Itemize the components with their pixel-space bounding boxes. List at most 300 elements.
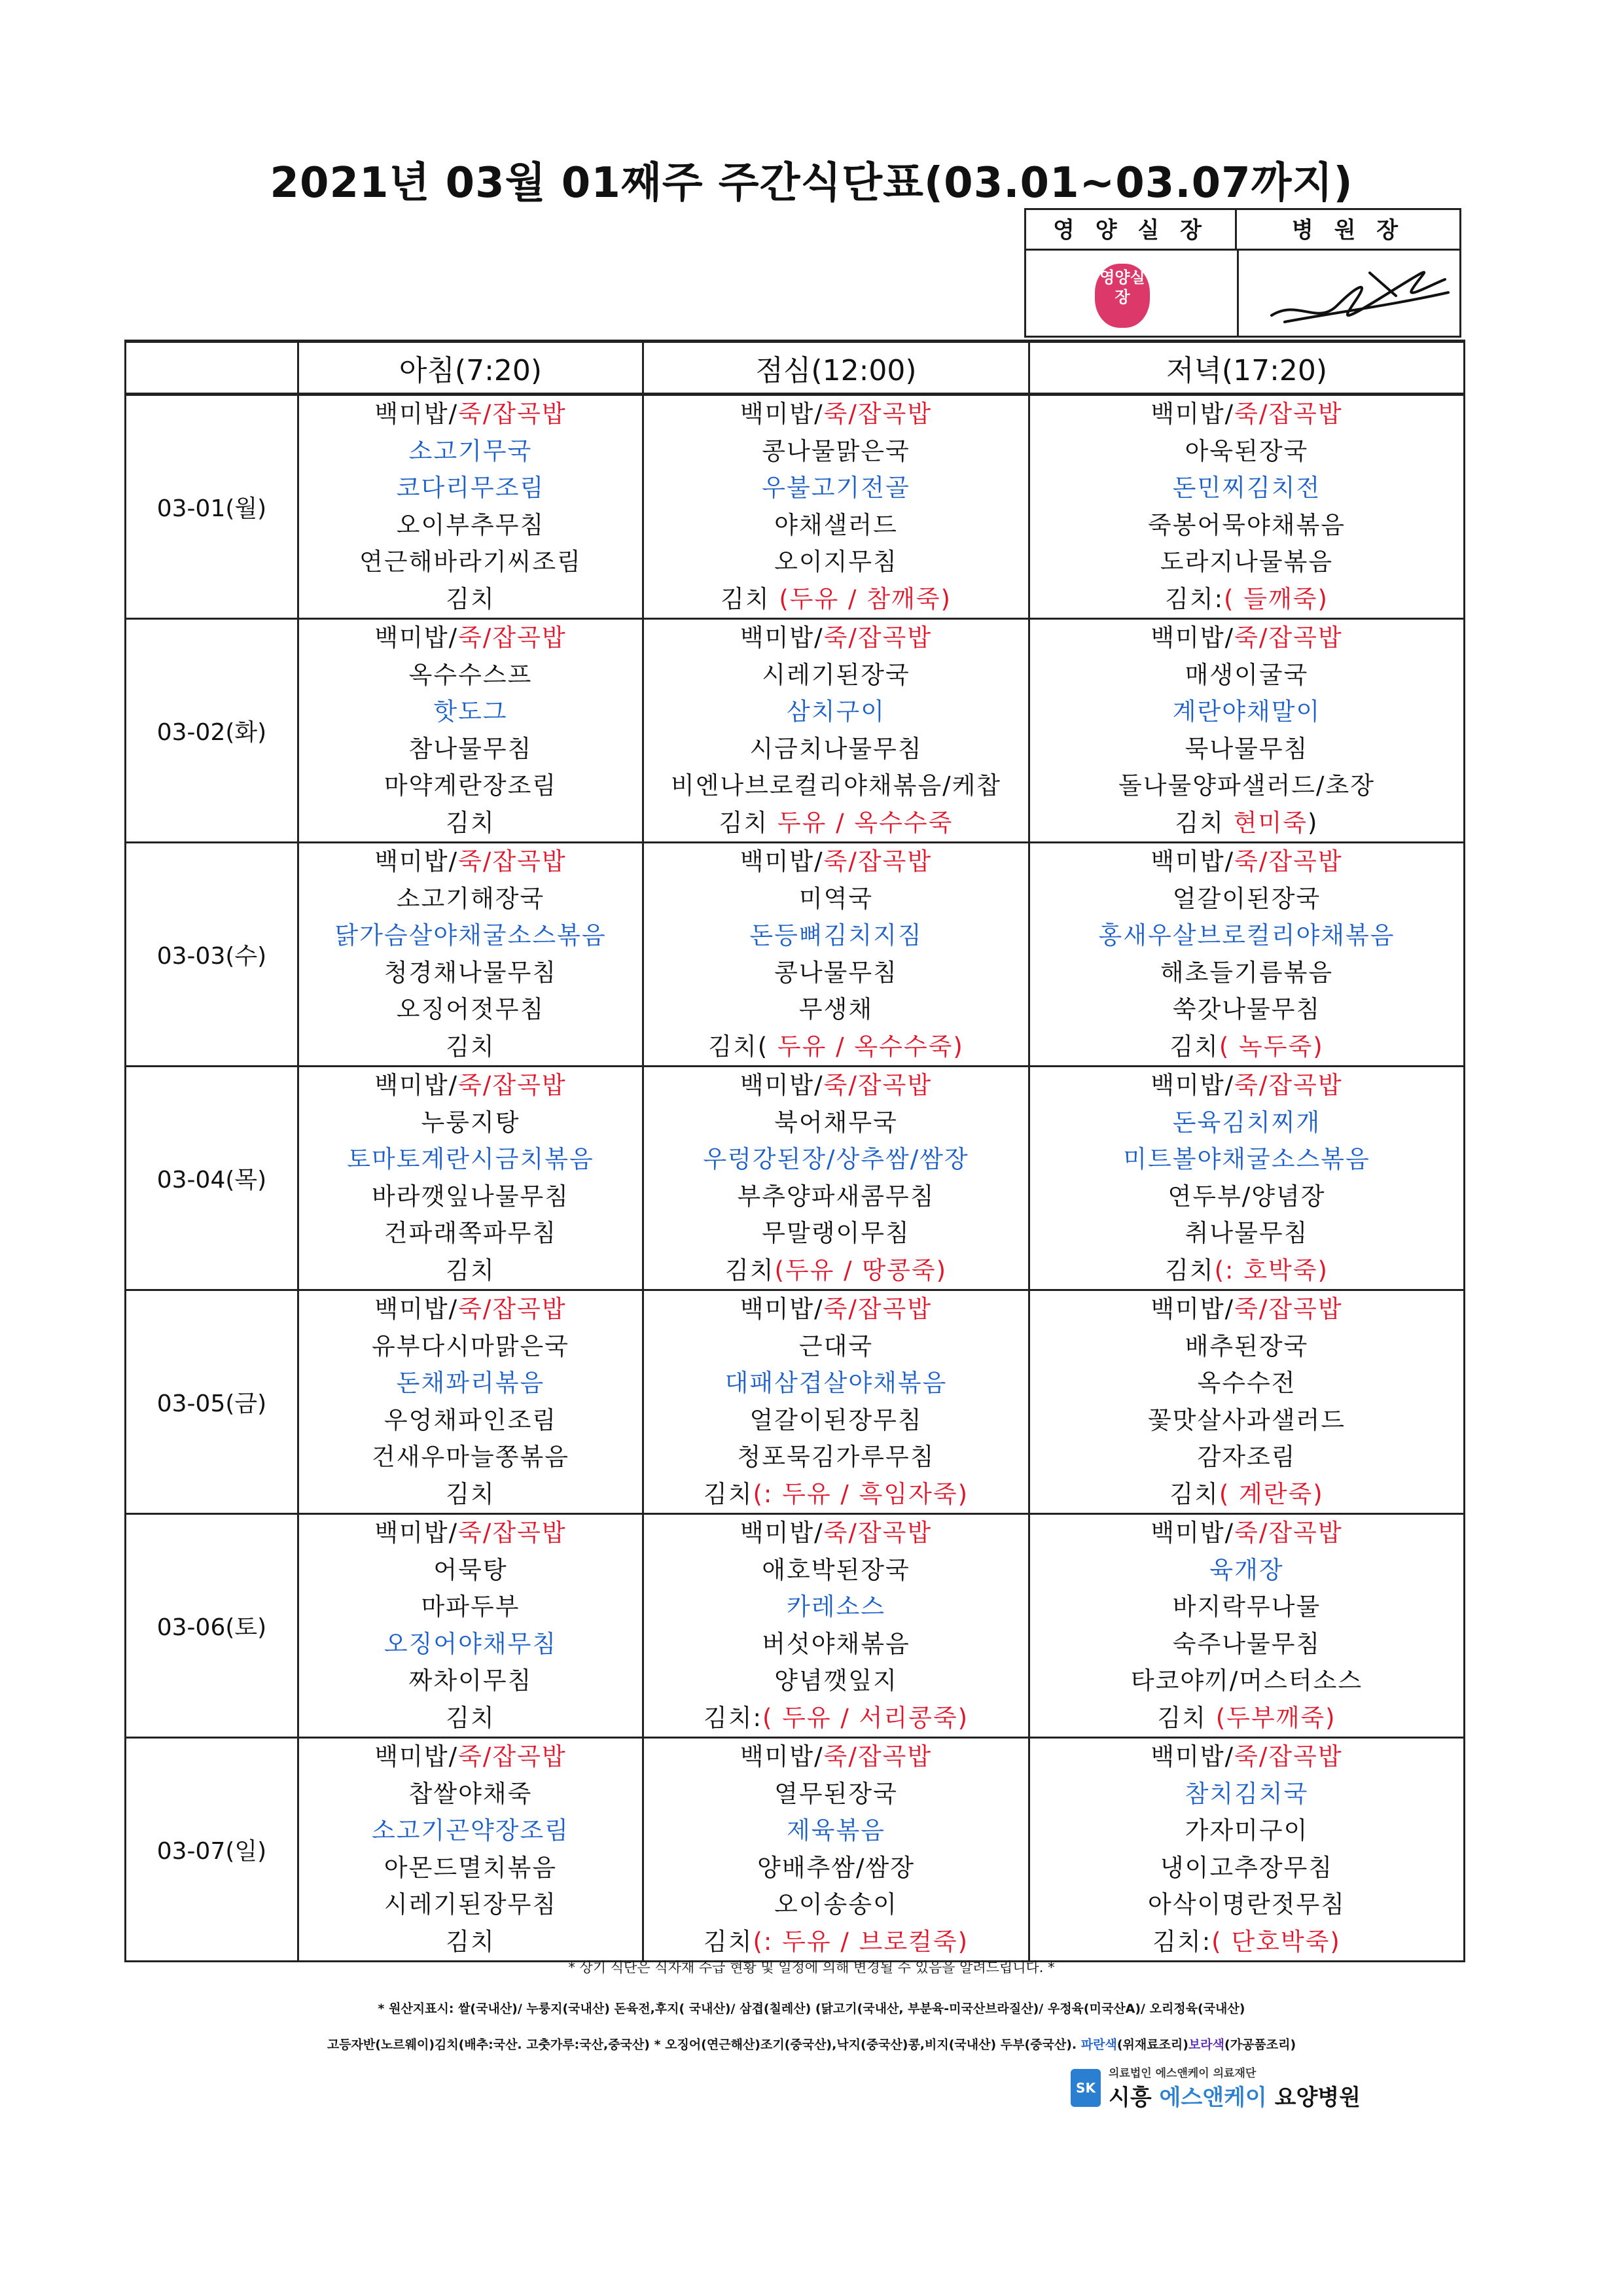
menu-item bbox=[1030, 1589, 1463, 1626]
menu-item bbox=[299, 1626, 642, 1663]
menu-item-text: 백미밥/ bbox=[740, 1295, 824, 1323]
menu-item bbox=[1030, 991, 1463, 1029]
menu-item bbox=[644, 581, 1028, 618]
menu-item-text: 백미밥/ bbox=[740, 1742, 824, 1771]
menu-item-text: 어묵탕 bbox=[433, 1555, 508, 1584]
menu-item bbox=[299, 1252, 642, 1290]
menu-item bbox=[644, 1886, 1028, 1924]
menu-item-text: 김치 bbox=[1175, 808, 1234, 837]
menu-item-text: 육개장 bbox=[1209, 1555, 1284, 1584]
menu-item-text: 오이송송이 bbox=[774, 1890, 898, 1918]
column-dinner: 저녁(17:20) bbox=[1029, 342, 1465, 395]
menu-item-text: ( 들깨죽) bbox=[1224, 584, 1329, 613]
menu-body bbox=[126, 395, 1465, 1962]
menu-item-text: 쑥갓나물무침 bbox=[1172, 995, 1321, 1023]
menu-item bbox=[299, 1439, 642, 1476]
menu-item-text: 삼치구이 bbox=[787, 698, 885, 726]
menu-item-text: 백미밥/ bbox=[1150, 1742, 1235, 1771]
menu-item-text: 오징어야채무침 bbox=[383, 1629, 558, 1658]
menu-item bbox=[299, 1291, 642, 1328]
menu-item-text: ( 계란죽) bbox=[1219, 1479, 1324, 1508]
menu-item-text: 양념깻잎지 bbox=[774, 1667, 898, 1695]
menu-item bbox=[644, 1252, 1028, 1290]
menu-item bbox=[644, 694, 1028, 731]
menu-item-text: 김치: bbox=[1165, 584, 1224, 613]
menu-item-text: 죽/잡곡밥 bbox=[1234, 624, 1343, 652]
menu-item-text: 유부다시마맑은국 bbox=[372, 1332, 569, 1360]
menu-item bbox=[644, 657, 1028, 694]
menu-item bbox=[1030, 1515, 1463, 1552]
menu-item-text: 북어채무국 bbox=[774, 1108, 898, 1137]
meal-cell-breakfast bbox=[298, 395, 643, 619]
menu-item-text: 콩나물무침 bbox=[774, 958, 898, 987]
menu-item bbox=[1030, 1141, 1463, 1178]
meal-cell-lunch bbox=[643, 395, 1029, 619]
menu-item-text: 건새우마늘쫑볶음 bbox=[372, 1443, 569, 1471]
menu-item-text: 묵나물무침 bbox=[1185, 734, 1309, 763]
menu-item-text: (: 두유 / 흑임자죽) bbox=[753, 1479, 969, 1508]
menu-item bbox=[644, 1812, 1028, 1850]
menu-item bbox=[644, 1439, 1028, 1476]
menu-item-text: 백미밥/ bbox=[374, 400, 459, 428]
menu-item-text: 양배추쌈/쌈장 bbox=[757, 1853, 915, 1882]
menu-item bbox=[644, 1924, 1028, 1961]
menu-item bbox=[644, 768, 1028, 805]
day-date: 03-02(화) bbox=[126, 619, 298, 843]
menu-item-text: 죽/잡곡밥 bbox=[458, 400, 567, 428]
menu-item-text: 김치 bbox=[446, 1479, 495, 1508]
menu-item-text: 김치: bbox=[703, 1703, 762, 1732]
menu-item bbox=[299, 470, 642, 507]
menu-item-text: 백미밥/ bbox=[374, 1742, 459, 1771]
menu-item bbox=[1030, 1700, 1463, 1737]
menu-item-text: (두부깨죽) bbox=[1215, 1703, 1336, 1732]
column-breakfast: 아침(7:20) bbox=[298, 342, 643, 395]
meal-cell-lunch bbox=[643, 619, 1029, 843]
menu-item-text: 돌나물양파샐러드/초장 bbox=[1118, 771, 1375, 800]
menu-item bbox=[299, 1402, 642, 1439]
meal-cell-dinner bbox=[1029, 1514, 1465, 1738]
menu-item-text: 김치 bbox=[724, 1256, 775, 1284]
menu-item bbox=[644, 881, 1028, 918]
day-row bbox=[126, 619, 1465, 843]
menu-item-text: 시레기된장무침 bbox=[383, 1890, 558, 1918]
menu-item-text: 애호박된장국 bbox=[762, 1555, 910, 1584]
menu-item bbox=[644, 731, 1028, 768]
day-row bbox=[126, 395, 1465, 619]
menu-item bbox=[1030, 433, 1463, 470]
menu-item bbox=[1030, 1104, 1463, 1142]
hospital-name-brand: 에스앤케이 bbox=[1159, 2085, 1267, 2111]
menu-item-text: 죽/잡곡밥 bbox=[458, 1742, 567, 1771]
menu-item bbox=[644, 1589, 1028, 1626]
menu-item bbox=[299, 1589, 642, 1626]
menu-item bbox=[644, 544, 1028, 581]
menu-item-text: 죽/잡곡밥 bbox=[1234, 400, 1343, 428]
menu-item-text: 꽃맛살사과샐러드 bbox=[1148, 1405, 1346, 1434]
menu-item bbox=[1030, 1924, 1463, 1961]
meal-cell-dinner bbox=[1029, 1067, 1465, 1290]
menu-item bbox=[299, 768, 642, 805]
menu-item bbox=[299, 433, 642, 470]
menu-item-text: 죽/잡곡밥 bbox=[1234, 1071, 1343, 1099]
menu-item bbox=[644, 1515, 1028, 1552]
day-date: 03-04(목) bbox=[126, 1067, 298, 1290]
menu-item bbox=[644, 396, 1028, 433]
hospital-logo bbox=[1071, 2060, 1361, 2112]
menu-item bbox=[1030, 1328, 1463, 1366]
menu-item-text: 오이지무침 bbox=[774, 548, 898, 576]
origin-legend-blue: 파란색 bbox=[1080, 2038, 1117, 2052]
menu-item-text: 핫도그 bbox=[433, 698, 508, 726]
menu-item bbox=[1030, 805, 1463, 842]
corner-cell bbox=[126, 342, 298, 395]
menu-item bbox=[644, 620, 1028, 657]
menu-item bbox=[1030, 1886, 1463, 1924]
menu-item-text: 미트볼야채굴소스볶음 bbox=[1123, 1145, 1370, 1173]
menu-item-text: 콩나물맑은국 bbox=[762, 436, 910, 465]
menu-item bbox=[299, 581, 642, 618]
menu-item-text: ) bbox=[1308, 808, 1319, 837]
menu-item-text: ( 녹두죽) bbox=[1219, 1032, 1324, 1061]
menu-item bbox=[1030, 657, 1463, 694]
menu-item bbox=[644, 433, 1028, 470]
menu-item-text: 김치 bbox=[1165, 1256, 1215, 1284]
menu-item-text: ( 단호박죽) bbox=[1211, 1927, 1341, 1956]
nutrition-manager-label: 영 양 실 장 bbox=[1026, 210, 1237, 251]
menu-item-text: 아삭이명란젓무침 bbox=[1148, 1890, 1346, 1918]
meal-cell-dinner bbox=[1029, 1290, 1465, 1514]
menu-item-text: 죽/잡곡밥 bbox=[458, 624, 567, 652]
menu-item bbox=[1030, 620, 1463, 657]
menu-item-text: 김치 bbox=[446, 584, 495, 613]
menu-item bbox=[1030, 1476, 1463, 1513]
menu-item-text: 누룽지탕 bbox=[421, 1108, 520, 1137]
menu-item bbox=[1030, 694, 1463, 731]
menu-item bbox=[1030, 1552, 1463, 1589]
menu-item-text: 백미밥/ bbox=[374, 847, 459, 875]
menu-item-text: 우엉채파인조림 bbox=[383, 1405, 558, 1434]
menu-item bbox=[644, 1104, 1028, 1142]
menu-item-text: 죽/잡곡밥 bbox=[1234, 1742, 1343, 1771]
menu-item bbox=[644, 470, 1028, 507]
menu-item bbox=[644, 1476, 1028, 1513]
menu-item bbox=[299, 731, 642, 768]
menu-item-text: 백미밥/ bbox=[740, 400, 824, 428]
hospital-name-city: 시흥 bbox=[1109, 2085, 1160, 2111]
meal-cell-dinner bbox=[1029, 395, 1465, 619]
menu-item bbox=[1030, 917, 1463, 955]
menu-item-text: 현미죽 bbox=[1233, 808, 1308, 837]
menu-item bbox=[644, 1291, 1028, 1328]
menu-item-text: 연두부/양념장 bbox=[1168, 1182, 1326, 1210]
meal-cell-breakfast bbox=[298, 619, 643, 843]
menu-item-text: 부추양파새콤무침 bbox=[737, 1182, 935, 1210]
menu-item bbox=[1030, 1776, 1463, 1813]
menu-item bbox=[1030, 1067, 1463, 1104]
menu-item bbox=[299, 1776, 642, 1813]
menu-item-text: 냉이고추장무침 bbox=[1160, 1853, 1334, 1882]
menu-item-text: 김치 bbox=[446, 1256, 495, 1284]
menu-item-text: 죽/잡곡밥 bbox=[823, 624, 933, 652]
menu-item bbox=[644, 1365, 1028, 1402]
menu-item bbox=[299, 1850, 642, 1887]
menu-item bbox=[299, 1104, 642, 1142]
menu-item-text: (: 호박죽) bbox=[1214, 1256, 1329, 1284]
meal-cell-breakfast bbox=[298, 843, 643, 1067]
menu-item bbox=[299, 1067, 642, 1104]
menu-item bbox=[1030, 1365, 1463, 1402]
menu-item-text: 죽/잡곡밥 bbox=[1234, 1519, 1343, 1547]
menu-item-text: 코다리무조림 bbox=[396, 474, 545, 502]
menu-item-text: 두유 / 옥수수죽) bbox=[777, 1032, 964, 1061]
menu-item-text: 돈채꽈리볶음 bbox=[396, 1369, 545, 1397]
menu-item-text: 배추된장국 bbox=[1185, 1332, 1309, 1360]
menu-item-text: 소고기무국 bbox=[408, 436, 533, 465]
menu-item-text: 백미밥/ bbox=[1150, 847, 1235, 875]
menu-item-text: 죽/잡곡밥 bbox=[823, 1519, 933, 1547]
menu-item-text: 백미밥/ bbox=[374, 624, 459, 652]
menu-item bbox=[644, 1700, 1028, 1737]
menu-item-text: 오이부추무침 bbox=[396, 510, 545, 539]
menu-item bbox=[1030, 1029, 1463, 1066]
menu-item-text: 김치 bbox=[721, 584, 779, 613]
menu-item bbox=[299, 544, 642, 581]
menu-item bbox=[1030, 843, 1463, 881]
menu-item-text: 홍새우살브로컬리야채볶음 bbox=[1098, 921, 1395, 949]
menu-item bbox=[1030, 1626, 1463, 1663]
meal-cell-breakfast bbox=[298, 1290, 643, 1514]
menu-item-text: 죽/잡곡밥 bbox=[1234, 1295, 1343, 1323]
menu-item bbox=[299, 1924, 642, 1961]
seal-stamp-icon: 영양실장 bbox=[1095, 264, 1150, 328]
menu-item-text: 매생이굴국 bbox=[1185, 660, 1309, 689]
menu-item bbox=[299, 881, 642, 918]
menu-item-text: 죽/잡곡밥 bbox=[823, 1071, 933, 1099]
origin-legend-blue-desc: (위재료조리) bbox=[1116, 2038, 1188, 2052]
menu-item bbox=[644, 991, 1028, 1029]
signature-icon bbox=[1258, 253, 1455, 334]
day-date: 03-03(수) bbox=[126, 843, 298, 1067]
hospital-logo-icon: SK bbox=[1071, 2069, 1101, 2107]
menu-item-text: 청포묵김가루무침 bbox=[737, 1443, 935, 1471]
menu-item-text: 백미밥/ bbox=[740, 1071, 824, 1099]
menu-item-text: 죽/잡곡밥 bbox=[823, 400, 933, 428]
page-title: 2021년 03월 01째주 주간식단표(03.01~03.07까지) bbox=[270, 159, 1353, 207]
menu-item-text: 야채샐러드 bbox=[774, 510, 898, 539]
hospital-name-type: 요양병원 bbox=[1266, 2085, 1361, 2111]
menu-item-text: 죽/잡곡밥 bbox=[458, 847, 567, 875]
menu-item-text: 김치 bbox=[1157, 1703, 1216, 1732]
meal-cell-breakfast bbox=[298, 1738, 643, 1962]
menu-item-text: 돈민찌김치전 bbox=[1172, 474, 1321, 502]
menu-item bbox=[299, 843, 642, 881]
menu-item-text: 죽/잡곡밥 bbox=[458, 1071, 567, 1099]
menu-item-text: 우불고기전골 bbox=[762, 474, 910, 502]
menu-item-text: 김치 bbox=[446, 1927, 495, 1956]
menu-item-text: 얼갈이된장국 bbox=[1172, 884, 1321, 913]
meal-cell-dinner bbox=[1029, 843, 1465, 1067]
approval-divider bbox=[1237, 251, 1239, 336]
menu-item-text: 소고기곤약장조림 bbox=[372, 1816, 569, 1845]
menu-item-text: 마약계란장조림 bbox=[383, 771, 558, 800]
menu-item-text: 해초들기름볶음 bbox=[1160, 958, 1334, 987]
menu-item bbox=[299, 1886, 642, 1924]
menu-item-text: 버섯야채볶음 bbox=[762, 1629, 910, 1658]
menu-item bbox=[1030, 1439, 1463, 1476]
menu-item-text: 죽/잡곡밥 bbox=[458, 1295, 567, 1323]
menu-item-text: 김치 bbox=[1169, 1479, 1219, 1508]
menu-item bbox=[1030, 1850, 1463, 1887]
day-date: 03-05(금) bbox=[126, 1290, 298, 1514]
menu-item bbox=[299, 1700, 642, 1737]
menu-item bbox=[1030, 544, 1463, 581]
menu-item-text: (: 두유 / 브로컬죽) bbox=[753, 1927, 969, 1956]
menu-item bbox=[1030, 1812, 1463, 1850]
menu-item bbox=[644, 1141, 1028, 1178]
menu-item bbox=[299, 1663, 642, 1700]
weekly-menu-table bbox=[124, 340, 1465, 1962]
menu-item bbox=[1030, 581, 1463, 618]
menu-item-text: 김치 bbox=[446, 1703, 495, 1732]
menu-item-text: 감자조림 bbox=[1197, 1443, 1296, 1471]
menu-item bbox=[299, 1178, 642, 1216]
menu-item-text: 백미밥/ bbox=[374, 1519, 459, 1547]
menu-item-text: 계란야채말이 bbox=[1172, 698, 1321, 726]
menu-item bbox=[644, 1328, 1028, 1366]
meal-cell-breakfast bbox=[298, 1067, 643, 1290]
menu-item bbox=[644, 507, 1028, 544]
menu-item-text: 카레소스 bbox=[787, 1593, 885, 1621]
notice-text: * 상기 식단은 식자재 수급 현황 및 일정에 의해 변경될 수 있음을 알려드립니다. * bbox=[568, 1960, 1055, 1975]
origin-legend-purple-desc: (가공품조리) bbox=[1224, 2038, 1296, 2052]
menu-item-text: 시금치나물무침 bbox=[749, 734, 923, 763]
menu-item bbox=[644, 1739, 1028, 1776]
menu-item bbox=[644, 805, 1028, 842]
menu-item bbox=[644, 1776, 1028, 1813]
hospital-director-label: 병 원 장 bbox=[1237, 210, 1459, 251]
menu-item-text: 백미밥/ bbox=[374, 1071, 459, 1099]
menu-item-text: 대패삼겹살야채볶음 bbox=[724, 1369, 948, 1397]
menu-item bbox=[1030, 881, 1463, 918]
menu-item-text: 백미밥/ bbox=[374, 1295, 459, 1323]
menu-item-text: 백미밥/ bbox=[1150, 624, 1235, 652]
meal-cell-lunch bbox=[643, 1514, 1029, 1738]
menu-item bbox=[644, 1663, 1028, 1700]
menu-item bbox=[644, 955, 1028, 992]
menu-item-text: 김치 bbox=[703, 1479, 753, 1508]
menu-item-text: 돈등뼈김치지짐 bbox=[749, 921, 923, 949]
menu-item bbox=[1030, 1402, 1463, 1439]
menu-item-text: 백미밥/ bbox=[1150, 400, 1235, 428]
day-row bbox=[126, 1067, 1465, 1290]
hospital-foundation-name: 의료법인 에스앤케이 의료재단 bbox=[1109, 2067, 1257, 2080]
menu-item bbox=[299, 1365, 642, 1402]
menu-item bbox=[299, 1515, 642, 1552]
day-row bbox=[126, 1290, 1465, 1514]
column-lunch: 점심(12:00) bbox=[643, 342, 1029, 395]
origin-label-line-2 bbox=[0, 2035, 1623, 2053]
menu-item bbox=[1030, 1291, 1463, 1328]
menu-item bbox=[1030, 470, 1463, 507]
menu-item bbox=[299, 991, 642, 1029]
approval-box bbox=[1024, 208, 1461, 338]
menu-item bbox=[299, 917, 642, 955]
menu-item-text: 아욱된장국 bbox=[1185, 436, 1309, 465]
menu-item bbox=[1030, 955, 1463, 992]
menu-item bbox=[299, 1215, 642, 1252]
menu-item bbox=[299, 620, 642, 657]
menu-item-text: 소고기해장국 bbox=[396, 884, 545, 913]
menu-item bbox=[299, 1552, 642, 1589]
menu-item-text: 닭가슴살야채굴소스볶음 bbox=[334, 921, 607, 949]
menu-item bbox=[299, 1141, 642, 1178]
hospital-name bbox=[1109, 2079, 1361, 2111]
menu-item-text: 김치 bbox=[446, 808, 495, 837]
menu-item bbox=[299, 1328, 642, 1366]
meal-cell-dinner bbox=[1029, 1738, 1465, 1962]
menu-item bbox=[644, 1850, 1028, 1887]
day-row bbox=[126, 1514, 1465, 1738]
menu-item-text: 김치 bbox=[1169, 1032, 1219, 1061]
menu-item bbox=[1030, 1178, 1463, 1216]
menu-item-text: 죽/잡곡밥 bbox=[458, 1519, 567, 1547]
day-row bbox=[126, 843, 1465, 1067]
meal-cell-lunch bbox=[643, 1738, 1029, 1962]
menu-item bbox=[1030, 768, 1463, 805]
meal-cell-breakfast bbox=[298, 1514, 643, 1738]
menu-item-text: 얼갈이된장무침 bbox=[749, 1405, 923, 1434]
menu-item-text: 바라깻잎나물무침 bbox=[372, 1182, 569, 1210]
menu-item bbox=[299, 507, 642, 544]
menu-item-text: 죽/잡곡밥 bbox=[823, 1295, 933, 1323]
day-row bbox=[126, 1738, 1465, 1962]
menu-item-text: 무말랭이무침 bbox=[762, 1219, 910, 1247]
menu-item bbox=[1030, 1252, 1463, 1290]
menu-item-text: 짜차이무침 bbox=[408, 1667, 533, 1695]
menu-item bbox=[644, 1626, 1028, 1663]
menu-item-text: 두유 / 옥수수죽 bbox=[777, 808, 954, 837]
menu-item-text: 시레기된장국 bbox=[762, 660, 910, 689]
menu-item bbox=[644, 1029, 1028, 1066]
meal-cell-lunch bbox=[643, 1067, 1029, 1290]
menu-item-text: 도라지나물볶음 bbox=[1160, 548, 1334, 576]
menu-item-text: 숙주나물무침 bbox=[1172, 1629, 1321, 1658]
menu-item-text: 김치 bbox=[703, 1927, 753, 1956]
menu-item-text: 김치 bbox=[719, 808, 777, 837]
menu-item bbox=[1030, 1739, 1463, 1776]
menu-item-text: 아몬드멸치볶음 bbox=[383, 1853, 558, 1882]
menu-item bbox=[644, 917, 1028, 955]
menu-item bbox=[1030, 396, 1463, 433]
menu-item bbox=[644, 1067, 1028, 1104]
menu-item bbox=[644, 1552, 1028, 1589]
menu-item-text: 취나물무침 bbox=[1185, 1219, 1309, 1247]
menu-item bbox=[299, 1029, 642, 1066]
menu-item-text: 옥수수전 bbox=[1197, 1369, 1296, 1397]
menu-item bbox=[299, 1812, 642, 1850]
menu-item bbox=[299, 396, 642, 433]
menu-item-text: 백미밥/ bbox=[740, 1519, 824, 1547]
menu-item-text: 찹쌀야채죽 bbox=[408, 1779, 533, 1808]
menu-item bbox=[299, 955, 642, 992]
day-date: 03-06(토) bbox=[126, 1514, 298, 1738]
day-date: 03-07(일) bbox=[126, 1738, 298, 1962]
menu-item-text: (두유 / 참깨죽) bbox=[779, 584, 952, 613]
origin-label-line-1: * 원산지표시: 쌀(국내산)/ 누룽지(국내산) 돈육전,후지( 국내산)/ 삼겹(칠레산) (닭고기(국내산, 부분육-미국산브라질산)/ 우정육(미국산A)/ 오리정육(국내산) bbox=[378, 2002, 1245, 2016]
meal-cell-lunch bbox=[643, 843, 1029, 1067]
menu-item-text: 바지락무나물 bbox=[1172, 1593, 1321, 1621]
